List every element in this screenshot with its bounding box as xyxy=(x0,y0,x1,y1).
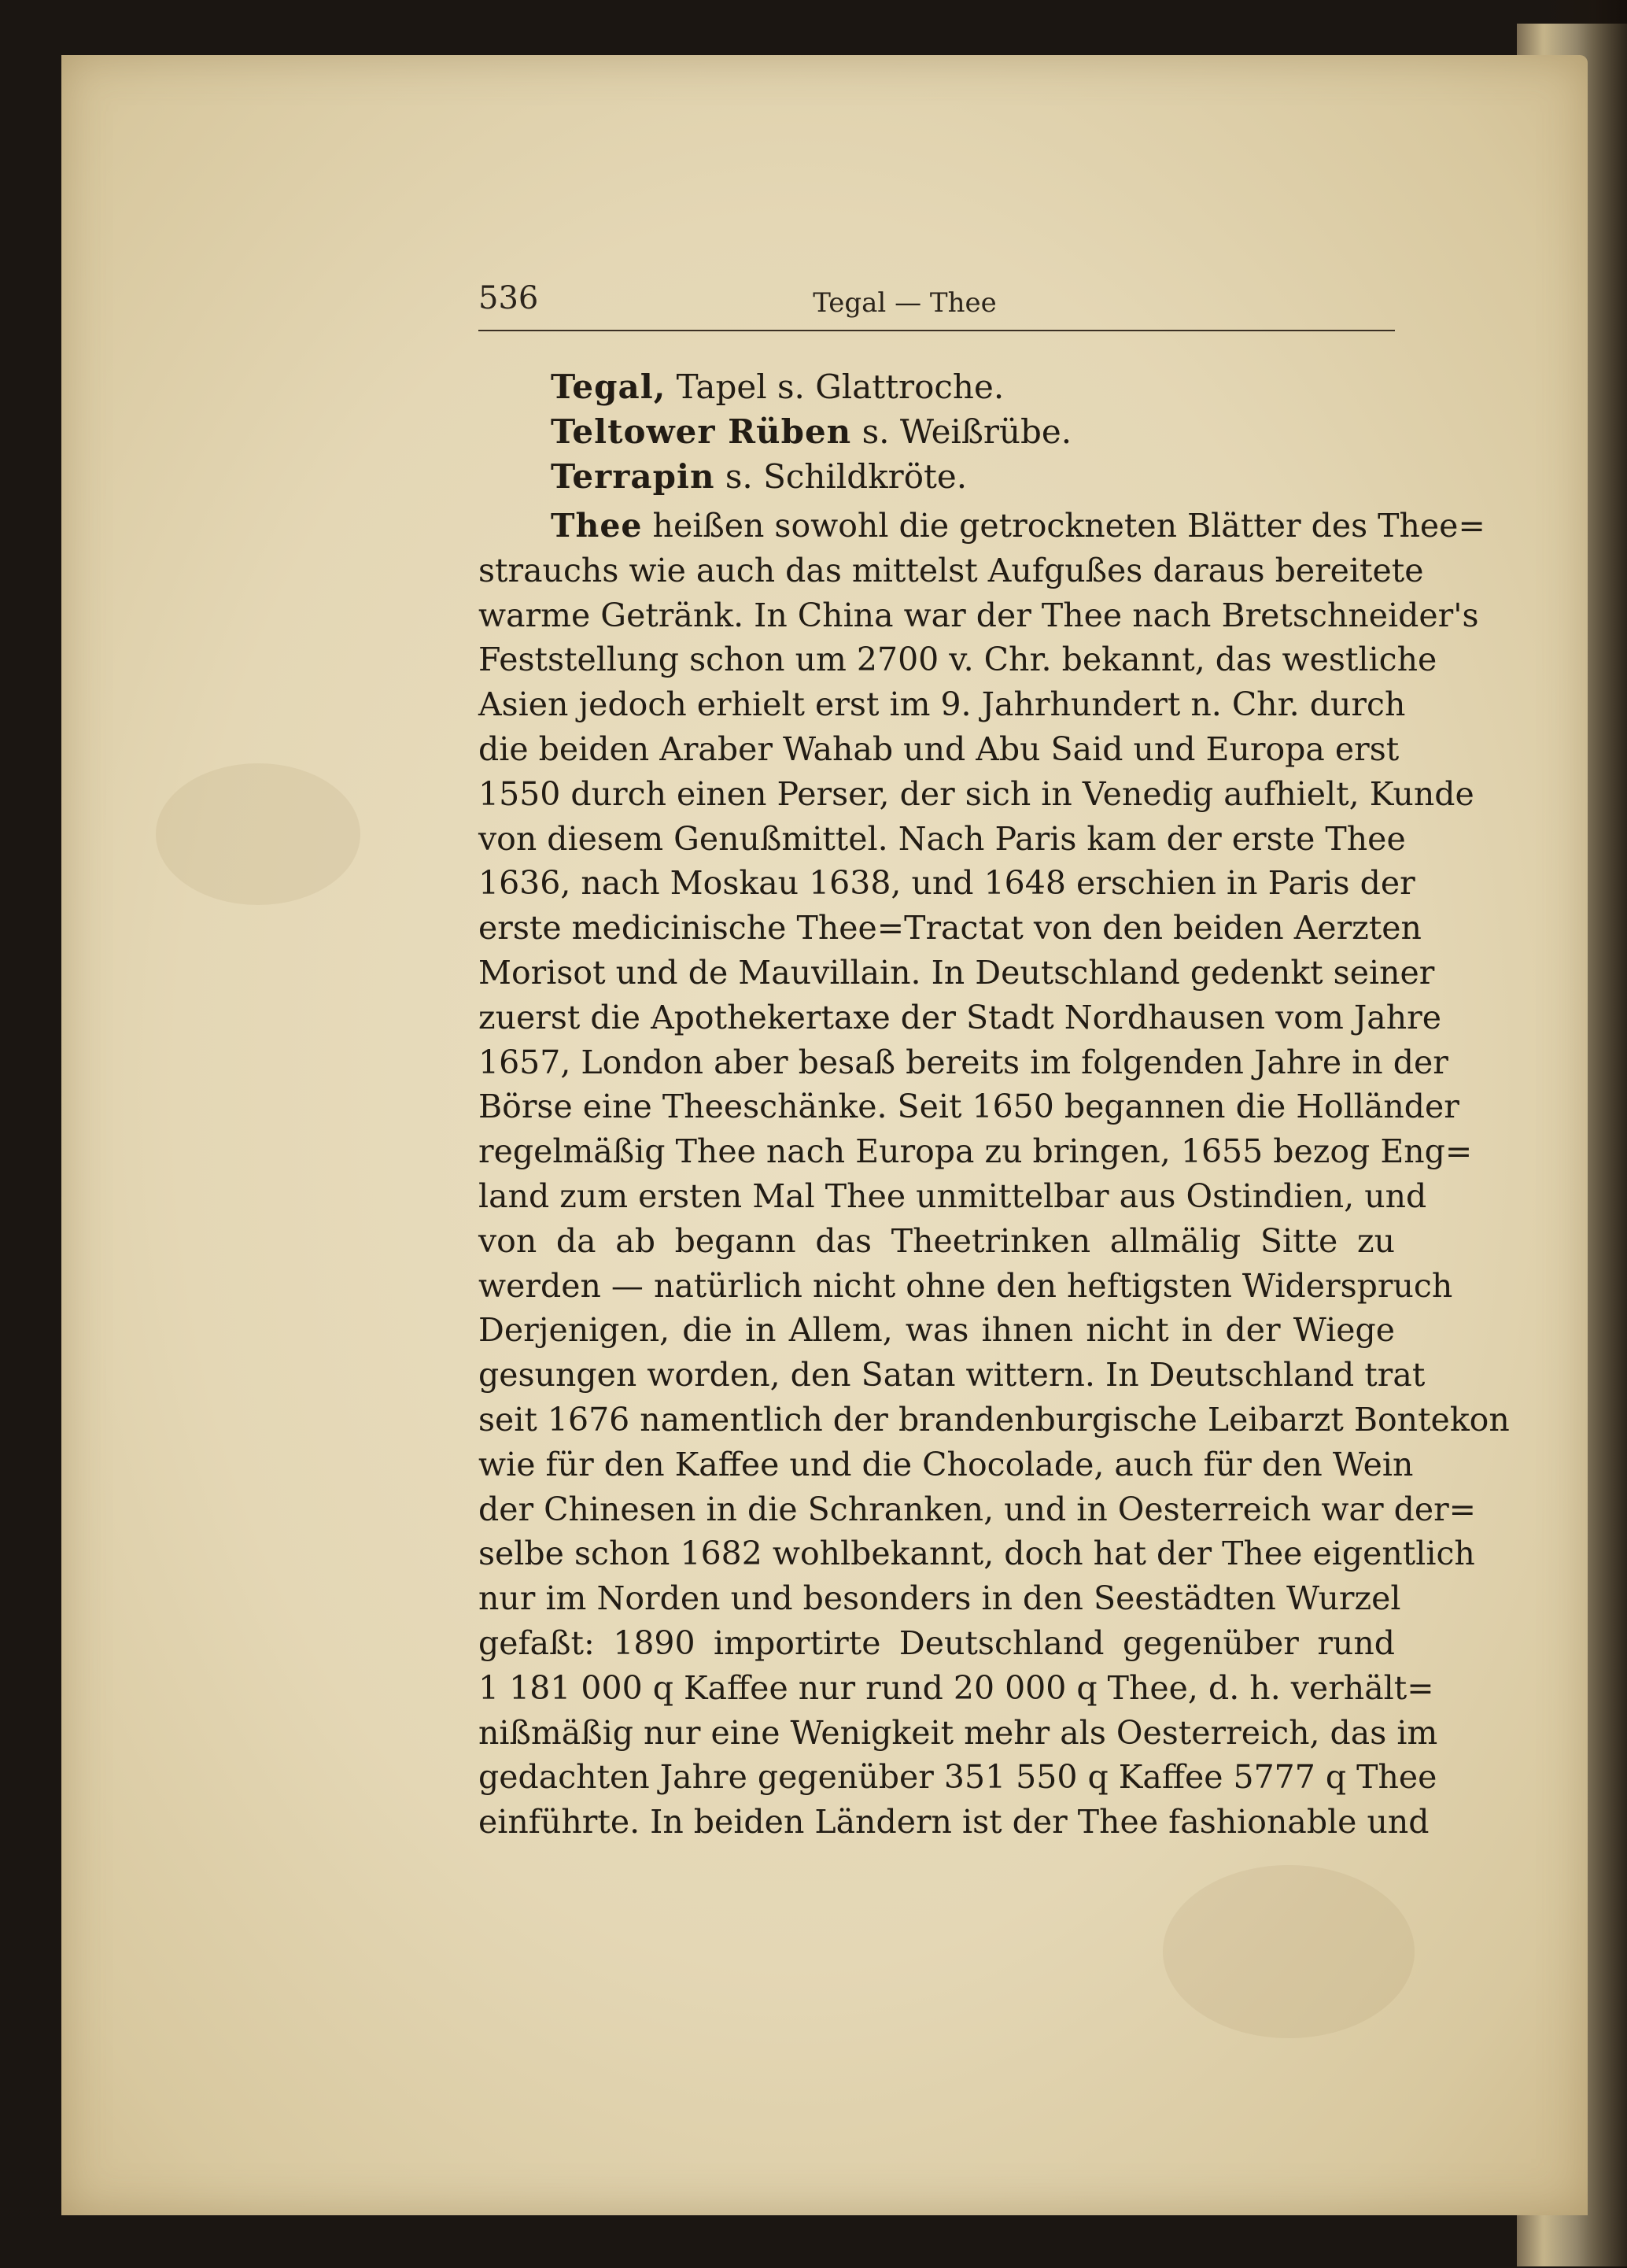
running-head: Tegal — Thee xyxy=(813,287,997,319)
entry-tegal xyxy=(551,368,1004,406)
text-line: selbe schon 1682 wohlbekannt, doch hat der Thee eigentlich xyxy=(478,1535,1475,1573)
text-line: 1636, nach Moskau 1638, und 1648 erschien in Paris der xyxy=(478,864,1415,903)
entry-teltower-rueben xyxy=(551,412,1072,451)
text-line: land zum ersten Mal Thee unmittelbar aus Ostindien, und xyxy=(478,1176,1427,1215)
text-line: 1657, London aber besaß bereits im folgenden Jahre in der xyxy=(478,1043,1448,1081)
entry-headword: Teltower Rüben xyxy=(551,412,852,451)
entry-terrapin xyxy=(551,457,967,496)
text-line: der Chinesen in die Schranken, und in Oesterreich war der= xyxy=(478,1490,1477,1528)
text-line: von diesem Genußmittel. Nach Paris kam der erste Thee xyxy=(478,819,1406,858)
text-line: Thee heißen sowohl die getrockneten Blätter des Thee= xyxy=(551,507,1485,545)
entry-headword: Terrapin xyxy=(551,457,715,496)
text-line: wie für den Kaffee und die Chocolade, auch für den Wein xyxy=(478,1445,1414,1483)
text-line: regelmäßig Thee nach Europa zu bringen, 1655 bezog Eng= xyxy=(478,1132,1473,1171)
text-line: 1 181 000 q Kaffee nur rund 20 000 q Thee, d. h. verhält= xyxy=(478,1668,1434,1707)
text-line: Morisot und de Mauvillain. In Deutschland gedenkt seiner xyxy=(478,953,1435,992)
text-line: seit 1676 namentlich der brandenburgische Leibarzt Bontekon xyxy=(478,1400,1510,1439)
text-line: Asien jedoch erhielt erst im 9. Jahrhundert n. Chr. durch xyxy=(478,685,1406,724)
entry-text: s. Schildkröte. xyxy=(714,457,968,496)
text-line: erste medicinische Thee=Tractat von den beiden Aerzten xyxy=(478,909,1422,947)
text-line: gedachten Jahre gegenüber 351 550 q Kaffee 5777 q Thee xyxy=(478,1758,1437,1797)
text-line: Börse eine Theeschänke. Seit 1650 begannen die Holländer xyxy=(478,1088,1459,1126)
paper-stain xyxy=(156,763,360,905)
text-line: Derjenigen, die in Allem, was ihnen nicht in der Wiege xyxy=(478,1311,1395,1350)
text-line: gesungen worden, den Satan wittern. In Deutschland trat xyxy=(478,1356,1426,1394)
text-line: nur im Norden und besonders in den Seestädten Wurzel xyxy=(478,1579,1401,1618)
entry-headword: Thee xyxy=(551,507,643,545)
text-line: von da ab begann das Theetrinken allmälig Sitte zu xyxy=(478,1221,1395,1260)
text-line: warme Getränk. In China war der Thee nach Bretschneider's xyxy=(478,596,1479,634)
text-line: einführte. In beiden Ländern ist der Thee fashionable und xyxy=(478,1803,1430,1841)
text-line: werden — natürlich nicht ohne den heftigsten Widerspruch xyxy=(478,1266,1453,1305)
header-rule xyxy=(478,330,1395,331)
entry-text: Tapel s. Glattroche. xyxy=(666,368,1005,406)
entry-thee xyxy=(478,504,1510,1845)
text-line: gefaßt: 1890 importirte Deutschland gegenüber rund xyxy=(478,1623,1395,1662)
text-line: die beiden Araber Wahab und Abu Said und Europa erst xyxy=(478,730,1400,768)
text-line: nißmäßig nur eine Wenigkeit mehr als Oesterreich, das im xyxy=(478,1713,1438,1752)
entry-headword: Tegal, xyxy=(551,368,666,406)
paper-stain xyxy=(1163,1865,1415,2038)
page-number: 536 xyxy=(478,280,539,316)
text-line: 1550 durch einen Perser, der sich in Venedig aufhielt, Kunde xyxy=(478,774,1474,813)
text-line: zuerst die Apothekertaxe der Stadt Nordhausen vom Jahre xyxy=(478,998,1442,1036)
entry-text: s. Weißrübe. xyxy=(851,412,1072,451)
text-line: Feststellung schon um 2700 v. Chr. bekannt, das westliche xyxy=(478,641,1437,679)
text-line: strauchs wie auch das mittelst Aufgußes daraus bereitete xyxy=(478,551,1424,589)
